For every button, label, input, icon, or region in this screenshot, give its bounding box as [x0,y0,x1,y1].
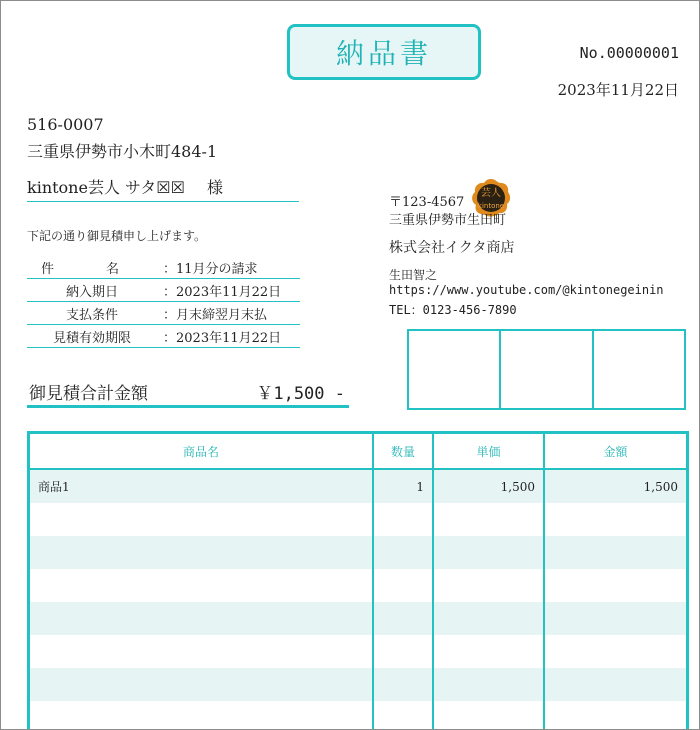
cell-unit-price [433,668,544,701]
info-value: ：月末締翌月末払 [157,302,300,325]
header-quantity: 数量 [373,434,433,469]
cell-amount [544,569,686,602]
cell-amount [544,701,686,730]
cell-unit-price [433,602,544,635]
cell-product-name [30,569,373,602]
cell-quantity [373,668,433,701]
cell-amount [544,602,686,635]
document-number: No.00000001 [579,44,679,62]
info-label: 支払条件 [27,302,157,325]
table-row [30,668,686,701]
cell-product-name [30,668,373,701]
total-label: 御見積合計金額 [29,384,148,404]
cell-product-name [30,536,373,569]
recipient-name: kintone芸人 サタ☒☒ [27,178,185,197]
greeting-text: 下記の通り御見積申し上げます。 [27,229,207,243]
sender-tel: TEL：0123-456-7890 [389,303,517,317]
info-label: 件 名 [27,256,157,279]
stamp-box [409,331,501,408]
recipient-name-line [27,175,299,202]
info-value: ：2023年11月22日 [157,325,300,348]
info-row [27,325,300,348]
document-title: 納品書 [287,24,481,80]
table-row [30,503,686,536]
sender-address: 三重県伊勢市生田町 [389,213,507,228]
sender-company: 株式会社イクタ商店 [389,240,515,256]
total-amount-line [27,377,349,408]
cell-quantity [373,569,433,602]
info-table [27,256,300,348]
sender-postal-code: 〒123-4567 [389,195,465,210]
items-header-row [30,434,686,469]
header-product-name: 商品名 [30,434,373,469]
table-row [30,469,686,503]
cell-product-name [30,503,373,536]
sender-person: 生田智之 [389,268,438,282]
table-row [30,701,686,730]
table-row [30,536,686,569]
cell-unit-price [433,701,544,730]
cell-amount [544,668,686,701]
cell-unit-price [433,536,544,569]
cell-quantity [373,701,433,730]
cell-quantity [373,503,433,536]
info-row [27,302,300,325]
sender-url: https://www.youtube.com/@kintonegeinin [389,283,664,297]
info-row [27,279,300,302]
cell-amount: 1,500 [544,469,686,503]
cell-unit-price [433,503,544,536]
cell-amount [544,503,686,536]
recipient-postal-code: 516-0007 [27,115,104,134]
logo-text-bottom: kintone [477,202,505,210]
info-value: ：2023年11月22日 [157,279,300,302]
cell-unit-price: 1,500 [433,469,544,503]
cell-unit-price [433,569,544,602]
header-amount: 金額 [544,434,686,469]
cell-product-name [30,701,373,730]
cell-quantity [373,602,433,635]
info-value: ：11月分の請求 [157,256,300,279]
cell-unit-price [433,635,544,668]
header-unit-price: 単価 [433,434,544,469]
cell-quantity [373,635,433,668]
items-table [27,431,689,730]
cell-amount [544,536,686,569]
table-row [30,602,686,635]
cell-product-name [30,602,373,635]
stamp-box [501,331,593,408]
cell-quantity [373,536,433,569]
cell-amount [544,635,686,668]
total-amount: ￥1,500 - [256,384,345,404]
recipient-honorific: 様 [206,178,223,197]
logo-text-top: 芸人 [481,188,501,199]
document-date: 2023年11月22日 [557,81,679,99]
info-row [27,256,300,279]
info-label: 納入期日 [27,279,157,302]
table-row [30,635,686,668]
cell-quantity: 1 [373,469,433,503]
stamp-box [594,331,684,408]
recipient-address: 三重県伊勢市小木町484-1 [27,142,218,161]
table-row [30,569,686,602]
stamp-boxes [407,329,686,410]
cell-product-name [30,635,373,668]
cell-product-name: 商品1 [30,469,373,503]
info-label: 見積有効期限 [27,325,157,348]
